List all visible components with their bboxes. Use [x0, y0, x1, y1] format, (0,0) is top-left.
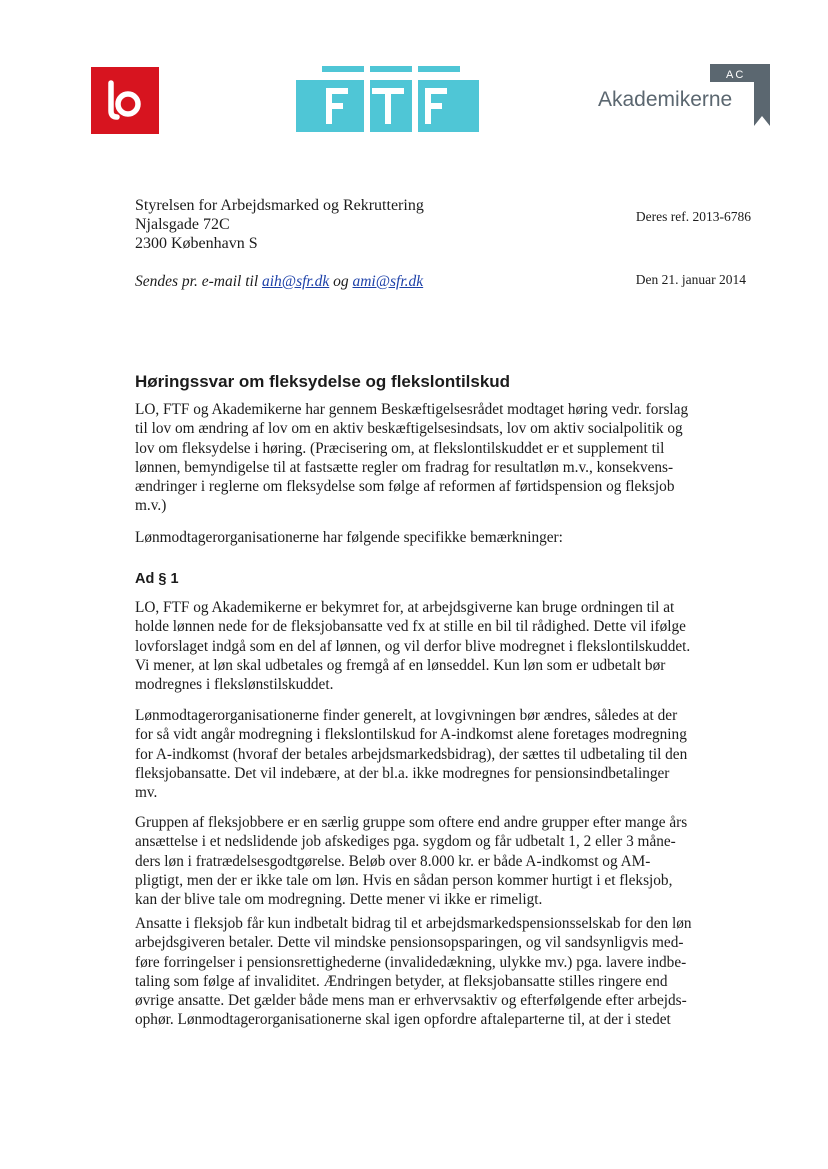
akademikerne-logo-icon — [594, 64, 772, 128]
lo-logo-icon — [91, 67, 159, 134]
paragraph-line: mv. — [135, 784, 158, 802]
intro-line: m.v.) — [135, 497, 167, 515]
intro-line: ændringer i reglerne om fleksydelse som følge af reformen af førtidspension og fleksjob — [135, 478, 675, 496]
paragraph-line: Gruppen af fleksjobbere er en særlig gruppe som oftere end andre grupper efter mange års — [135, 814, 688, 831]
akademikerne-logo — [594, 64, 772, 128]
intro-paragraph — [135, 400, 721, 516]
section-paragraph-2 — [135, 706, 721, 802]
paragraph-line: fleksjobansatte. Det vil indebære, at der bl.a. ikke modregnes for pensionsindbetalinger — [135, 764, 670, 782]
lo-logo — [91, 67, 159, 134]
ftf-logo-icon — [296, 66, 479, 132]
section-paragraph-3 — [135, 813, 721, 909]
paragraph-line: Ansatte i fleksjob får kun indbetalt bidrag til et arbejdsmarkedspensionsselskab for den løn — [135, 915, 692, 932]
paragraph-line: føre forringelser i pensionsrettighederne (invalidedækning, ulykke mv.) pga. lavere indbe- — [135, 953, 687, 971]
paragraph-line: Lønmodtagerorganisationerne finder generelt, at lovgivningen bør ændres, således at der — [135, 707, 678, 724]
recipient-line-1: Styrelsen for Arbejdsmarked og Rekruttering — [135, 197, 424, 214]
remarks-text: Lønmodtagerorganisationerne har følgende specifikke bemærkninger: — [135, 529, 563, 546]
section-paragraph-4 — [135, 914, 721, 1030]
ftf-logo — [296, 66, 479, 132]
intro-line: LO, FTF og Akademikerne har gennem Beskæftigelsesrådet modtaget høring vedr. forslag — [135, 401, 689, 418]
intro-line: til lov om ændring af lov om en aktiv beskæftigelsesindsats, lov om aktiv socialpolitik og — [135, 420, 683, 438]
paragraph-line: holde lønnen nede for de fleksjobansatte ved fx at stille en bil til rådighed. Dette vil ifølge — [135, 618, 686, 636]
paragraph-line: taling som følge af invaliditet. Ændringen betyder, at fleksjobansatte stilles ringere end — [135, 972, 668, 990]
intro-line: lov om fleksydelse i høring. (Præcisering om, at flekslontilskuddet er et supplement til — [135, 439, 665, 457]
email-link-aih[interactable]: aih@sfr.dk — [262, 273, 330, 290]
paragraph-line: LO, FTF og Akademikerne er bekymret for, at arbejdsgiverne kan bruge ordningen til at — [135, 599, 675, 616]
paragraph-line: modregnes i flekslønstilskuddet. — [135, 676, 334, 694]
letter-date: Den 21. januar 2014 — [635, 272, 746, 287]
paragraph-line: ansættelse i et nedslidende job afskediges pga. sygdom og får udbetalt 1, 2 eller 3 måne- — [135, 833, 676, 851]
email-link-ami[interactable]: ami@sfr.dk — [352, 273, 424, 290]
recipient-address — [135, 196, 424, 253]
paragraph-line: Vi mener, at løn skal udbetales og fremgå af en lønseddel. Kun løn som er udbetalt bør — [135, 656, 666, 674]
paragraph-line: ophør. Lønmodtagerorganisationerne skal igen opfordre aftaleparterne til, at der i stedet — [135, 1011, 671, 1029]
send-prefix: Sendes pr. e-mail til — [135, 273, 262, 290]
send-mid: og — [329, 273, 353, 290]
section-paragraph-1 — [135, 598, 721, 694]
ac-badge-text: AC — [726, 69, 746, 81]
paragraph-line: lovforslaget indgå som en del af lønnen, og vil derfor blive modregnet i flekslontilskuddet. — [135, 637, 691, 655]
paragraph-line: ders løn i fratrædelsesgodtgørelse. Beløb over 8.000 kr. er både A-indkomst og AM- — [135, 852, 651, 870]
paragraph-line: arbejdsgiveren betaler. Dette vil mindske pensionsopsparingen, og vil sandsynligvis med- — [135, 934, 684, 952]
ac-name-text: Akademikerne — [598, 88, 733, 111]
letter-title: Høringssvar om fleksydelse og flekslontilskud — [135, 372, 511, 391]
recipient-line-3: 2300 København S — [135, 235, 258, 252]
intro-line: lønnen, bemyndigelse til at fastsætte regler om fradrag for resultatløn m.v., konsekvens- — [135, 458, 674, 476]
section-heading: Ad § 1 — [135, 571, 179, 587]
paragraph-line: for A-indkomst (hvoraf der betales arbejdsmarkedsbidrag), der sættes til udbetaling til den — [135, 745, 688, 763]
paragraph-line: pligtigt, men der er ikke tale om løn. Hvis en sådan person kommer hurtigt i et fleksjob, — [135, 871, 673, 889]
reference-number: Deres ref. 2013-6786 — [635, 209, 751, 224]
paragraph-line: for så vidt angår modregning i flekslontilskud for A-indkomst alene foretages modregning — [135, 726, 687, 744]
paragraph-line: øvrige ansatte. Det gælder både mens man er erhvervsaktiv og efterfølgende efter arbejds- — [135, 992, 687, 1010]
recipient-line-2: Njalsgade 72C — [135, 216, 230, 233]
send-by-email-line — [135, 273, 423, 291]
paragraph-line: kan der blive tale om modregning. Dette mener vi ikke er rimeligt. — [135, 891, 543, 909]
remarks-line — [135, 528, 721, 547]
